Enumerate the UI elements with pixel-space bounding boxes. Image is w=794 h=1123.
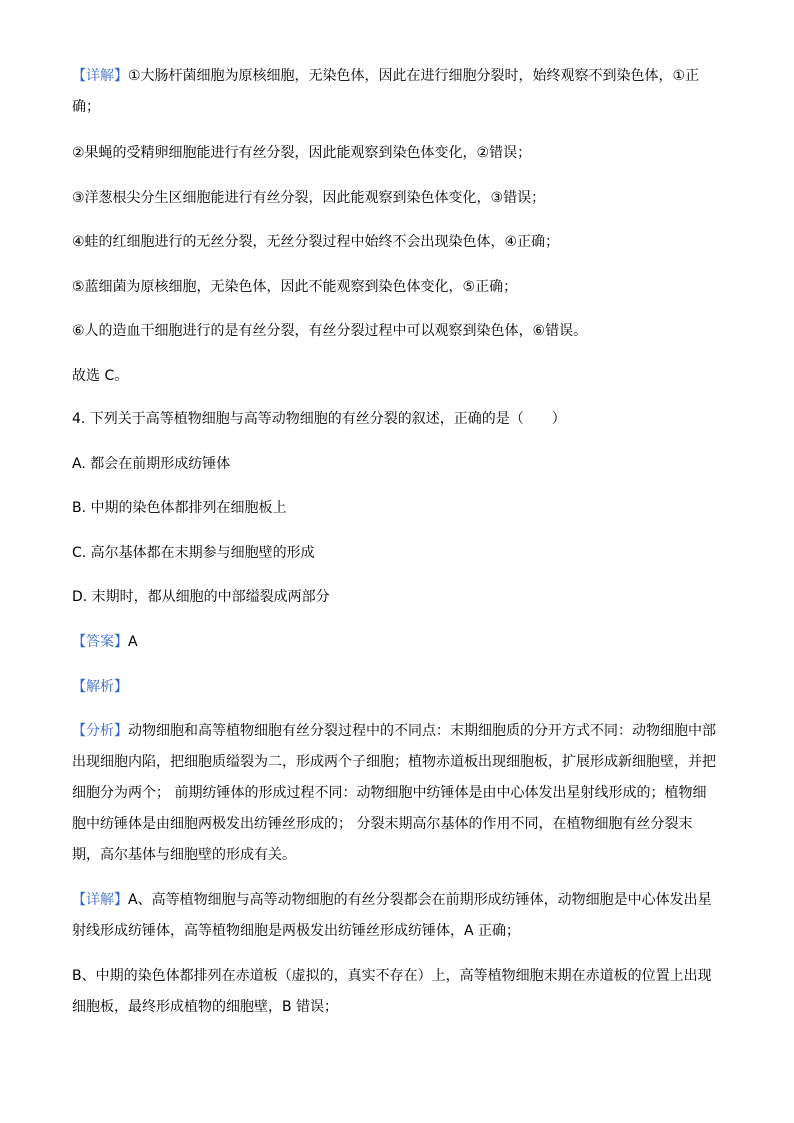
explanation-item-2: ②果蝇的受精卵细胞能进行有丝分裂，因此能观察到染色体变化，②错误； — [72, 145, 532, 161]
answer-value: A — [128, 634, 138, 650]
detail-paragraph-line: 确； — [72, 99, 100, 115]
conclusion: 故选 C。 — [72, 368, 129, 384]
analysis-subtag: 【分析】 — [72, 723, 128, 739]
analysis-paragraph-line: 胞中纺锤体是由细胞两极发出纺锤丝形成的； 分裂末期高尔基体的作用不同，在植物细胞有丝分裂末 — [72, 816, 693, 832]
option-c: C. 高尔基体都在末期参与细胞壁的形成 — [72, 545, 315, 561]
detail2-text: A、高等植物细胞与高等动物细胞的有丝分裂都会在前期形成纺锤体，动物细胞是中心体发出星 — [128, 892, 712, 908]
analysis-text: 动物细胞和高等植物细胞有丝分裂过程中的不同点：末期细胞质的分开方式不同：动物细胞中部 — [128, 723, 716, 739]
question-stem: 4. 下列关于高等植物细胞与高等动物细胞的有丝分裂的叙述，正确的是（ ） — [72, 411, 566, 427]
option-d: D. 末期时，都从细胞的中部缢裂成两部分 — [72, 589, 330, 605]
detail2-tag: 【详解】 — [72, 892, 128, 908]
analysis-tag: 【解析】 — [72, 679, 128, 695]
explanation-item-4: ④蛙的红细胞进行的无丝分裂，无丝分裂过程中始终不会出现染色体，④正确； — [72, 234, 560, 250]
option-a: A. 都会在前期形成纺锤体 — [72, 456, 231, 472]
analysis-paragraph-line — [72, 721, 722, 741]
analysis-paragraph-line: 出现细胞内陷，把细胞质缢裂为二，形成两个子细胞；植物赤道板出现细胞板，扩展形成新细胞壁，并把 — [72, 754, 716, 770]
detail-paragraph-line — [72, 66, 722, 86]
answer-line — [72, 632, 722, 652]
explanation-item-3: ③洋葱根尖分生区细胞能进行有丝分裂，因此能观察到染色体变化，③错误； — [72, 190, 546, 206]
option-b: B. 中期的染色体都排列在细胞板上 — [72, 500, 287, 516]
detail-tag: 【详解】 — [72, 68, 128, 84]
detail2-paragraph-line: 射线形成纺锤体，高等植物细胞是两极发出纺锤丝形成纺锤体，A 正确； — [72, 923, 521, 939]
answer-tag: 【答案】 — [72, 634, 128, 650]
analysis-heading — [72, 677, 722, 697]
analysis-paragraph-line: 细胞分为两个； 前期纺锤体的形成过程不同：动物细胞中纺锤体是由中心体发出星射线形成的；植物细 — [72, 785, 707, 801]
detail2-paragraph-line — [72, 890, 722, 910]
explanation-item-6: ⑥人的造血干细胞进行的是有丝分裂，有丝分裂过程中可以观察到染色体，⑥错误。 — [72, 323, 588, 339]
detail2-paragraph-line: 细胞板，最终形成植物的细胞壁，B 错误； — [72, 999, 339, 1015]
detail-text: ①大肠杆菌细胞为原核细胞，无染色体，因此在进行细胞分裂时，始终观察不到染色体，①正 — [128, 68, 700, 84]
explanation-item-5: ⑤蓝细菌为原核细胞，无染色体，因此不能观察到染色体变化，⑤正确； — [72, 279, 518, 295]
analysis-paragraph-line: 期，高尔基体与细胞壁的形成有关。 — [72, 847, 296, 863]
detail2-paragraph-line: B、中期的染色体都排列在赤道板（虚拟的，真实不存在）上，高等植物细胞末期在赤道板的位置上出现 — [72, 968, 712, 984]
